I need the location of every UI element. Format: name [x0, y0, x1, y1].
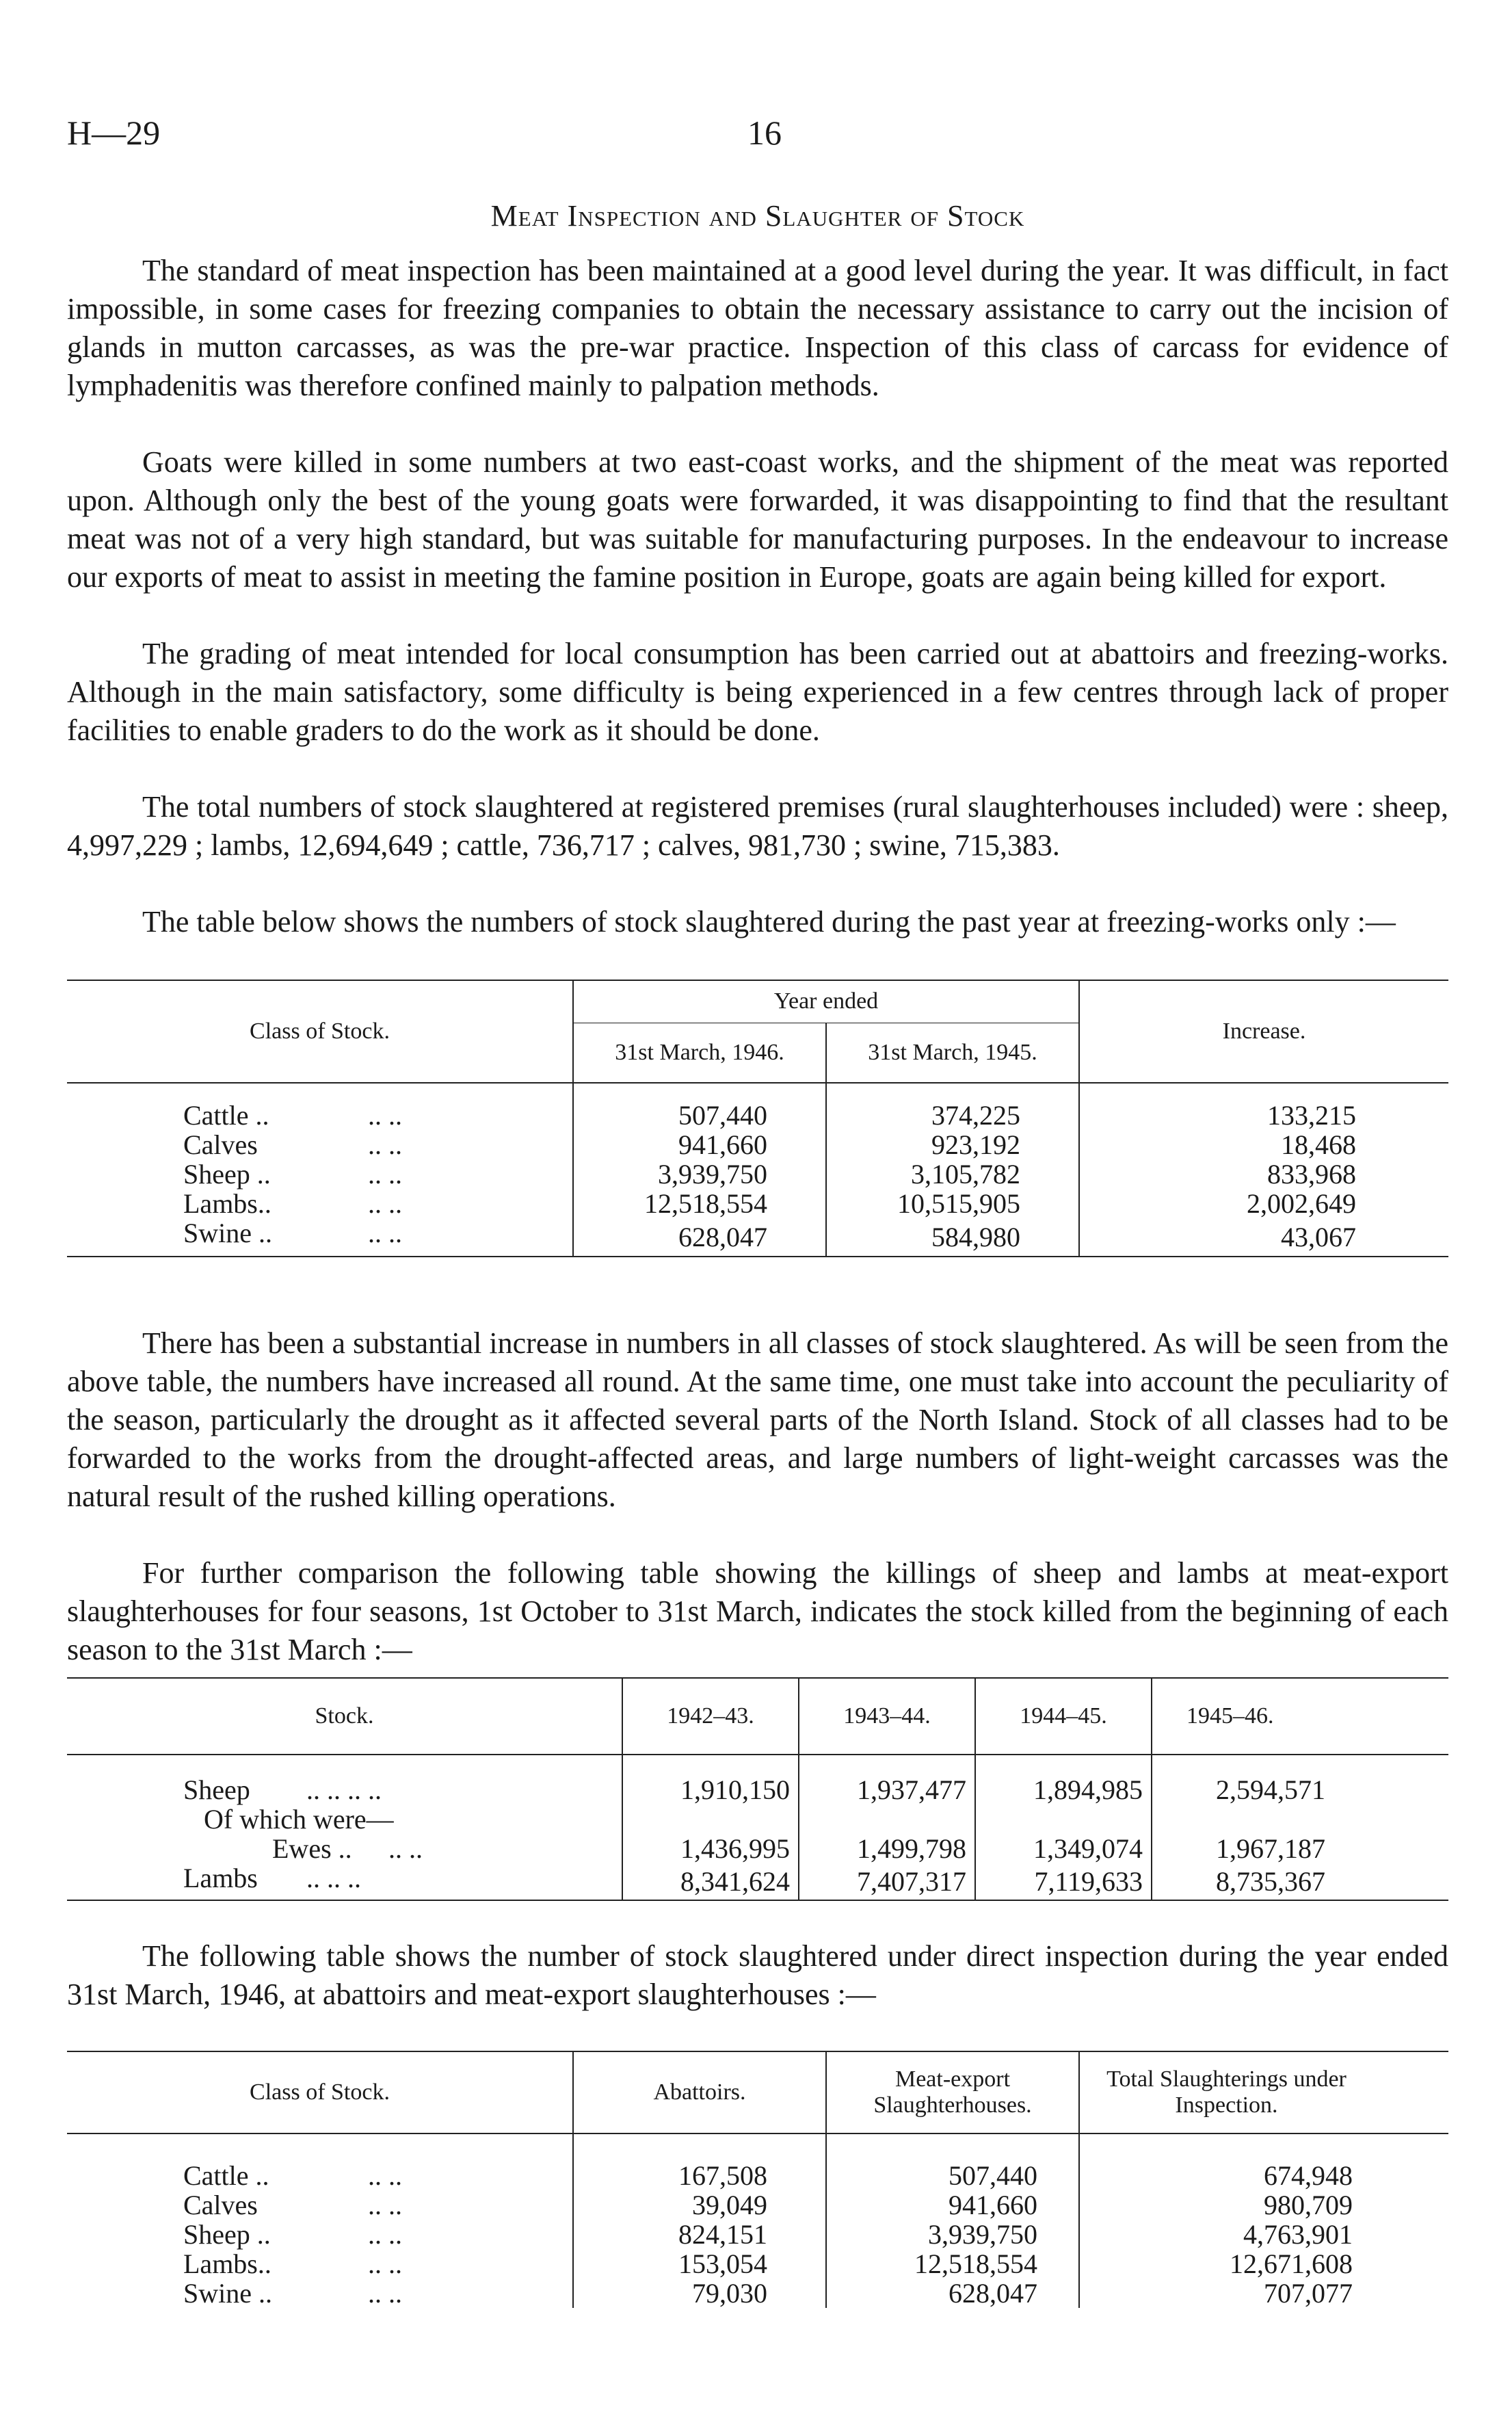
- row-label: Lambs: [183, 1863, 258, 1893]
- value-abattoirs: 153,054: [573, 2249, 826, 2279]
- value-abattoirs: 167,508: [573, 2161, 826, 2190]
- col-season: 1944–45.: [975, 1678, 1152, 1755]
- col-year-ended: Year ended: [573, 980, 1079, 1023]
- value-total: 707,077: [1079, 2279, 1448, 2308]
- leader-dots: .. ..: [368, 1159, 402, 1190]
- table-row: [67, 1863, 1448, 1900]
- value-total: 980,709: [1079, 2190, 1448, 2220]
- row-label: Cattle ..: [183, 1100, 269, 1131]
- value-1946: 507,440: [573, 1101, 826, 1130]
- value-1946: 941,660: [573, 1130, 826, 1159]
- table-row: [67, 2249, 1448, 2279]
- value-1945: 374,225: [826, 1101, 1079, 1130]
- value-increase: 133,215: [1079, 1101, 1448, 1130]
- row-label: Calves: [183, 1129, 258, 1160]
- paragraph-table-intro: The table below shows the numbers of stock slaughtered during the past year at freezing-works only :—: [142, 905, 1396, 938]
- leader-dots: .. ..: [368, 2160, 402, 2191]
- table-row: [67, 1775, 1448, 1804]
- value-1945: 10,515,905: [826, 1189, 1079, 1218]
- row-label: Lambs..: [183, 2248, 271, 2279]
- table-row: [67, 2279, 1448, 2308]
- value-1945: 923,192: [826, 1130, 1079, 1159]
- leader-dots: .. ..: [368, 2219, 402, 2250]
- document-page: [67, 0, 1448, 2429]
- leader-dots: .. ..: [388, 1833, 423, 1864]
- table-row: [67, 2161, 1448, 2190]
- row-label: Lambs..: [183, 1188, 271, 1219]
- page-number: 16: [747, 114, 782, 152]
- value-total: 12,671,608: [1079, 2249, 1448, 2279]
- table-row: [67, 1804, 1448, 1834]
- sheep-value: 2,594,571: [1152, 1775, 1448, 1804]
- ewes-value: 1,349,074: [975, 1834, 1152, 1863]
- lambs-value: 8,341,624: [622, 1863, 799, 1900]
- seasons-table: [67, 1677, 1448, 1901]
- value-meat-export: 12,518,554: [826, 2249, 1079, 2279]
- leader-dots: .. ..: [368, 1100, 402, 1131]
- sheep-value: 1,910,150: [622, 1775, 799, 1804]
- paragraph-inspection-standard: The standard of meat inspection has been maintained at a good level during the year. It was difficult, in fact impossible, in some cases for freezing companies to obtain the necessary assistance to carry out the incision of glands in mutton carcasses, as was the pre-war practice. Inspection of this class of carcass for evidence of lymphadenitis was therefore confined mainly to palpation methods.: [67, 254, 1448, 402]
- section-title: Meat Inspection and Slaughter of Stock: [490, 199, 1025, 233]
- value-increase: 833,968: [1079, 1159, 1448, 1189]
- value-meat-export: 628,047: [826, 2279, 1079, 2308]
- value-meat-export: 3,939,750: [826, 2220, 1079, 2249]
- of-which-label: Of which were—: [204, 1804, 394, 1835]
- col-total: Total Slaughterings under Inspection.: [1079, 2051, 1448, 2133]
- value-1945: 3,105,782: [826, 1159, 1079, 1189]
- value-1946: 12,518,554: [573, 1189, 826, 1218]
- value-abattoirs: 824,151: [573, 2220, 826, 2249]
- value-meat-export: 941,660: [826, 2190, 1079, 2220]
- leader-dots: .. .. .. ..: [306, 1774, 382, 1805]
- sheep-value: 1,894,985: [975, 1775, 1152, 1804]
- col-season: 1943–44.: [799, 1678, 975, 1755]
- paragraph-grading: The grading of meat intended for local consumption has been carried out at abattoirs and freezing-works. Although in the main satisfactory, some difficulty is being experienced in a few centres through lack of proper facilities to enable graders to do the work as it should be done.: [67, 637, 1448, 747]
- col-meat-export: Meat-export Slaughterhouses.: [826, 2051, 1079, 2133]
- inspection-table: [67, 2051, 1448, 2308]
- report-code: H—29: [67, 114, 161, 152]
- leader-dots: .. ..: [368, 2248, 402, 2279]
- row-label: Swine ..: [183, 2278, 272, 2309]
- col-1946: 31st March, 1946.: [573, 1023, 826, 1083]
- value-abattoirs: 39,049: [573, 2190, 826, 2220]
- value-abattoirs: 79,030: [573, 2279, 826, 2308]
- col-season: 1945–46.: [1152, 1678, 1448, 1755]
- leader-dots: .. ..: [368, 1129, 402, 1160]
- leader-dots: .. ..: [368, 2278, 402, 2309]
- col-class-of-stock: Class of Stock.: [250, 2079, 390, 2105]
- value-meat-export: 507,440: [826, 2161, 1079, 2190]
- row-label: Swine ..: [183, 1218, 272, 1248]
- freezing-works-table: [67, 980, 1448, 1257]
- value-total: 4,763,901: [1079, 2220, 1448, 2249]
- lambs-value: 8,735,367: [1152, 1863, 1448, 1900]
- value-1945: 584,980: [826, 1218, 1079, 1257]
- table-row: [67, 1834, 1448, 1863]
- lambs-value: 7,407,317: [799, 1863, 975, 1900]
- table-row: [67, 2190, 1448, 2220]
- row-label: Sheep: [183, 1774, 250, 1805]
- paragraph-further-comparison: For further comparison the following table showing the killings of sheep and lambs at meat-export slaughterhouses for four seasons, 1st October to 31st March, indicates the stock killed from the beginning of each season to the 31st March :—: [67, 1556, 1448, 1666]
- row-label: Cattle ..: [183, 2160, 269, 2191]
- leader-dots: .. ..: [368, 2190, 402, 2220]
- col-1945: 31st March, 1945.: [826, 1023, 1079, 1083]
- ewes-value: 1,499,798: [799, 1834, 975, 1863]
- col-increase: Increase.: [1079, 980, 1448, 1083]
- value-1946: 628,047: [573, 1218, 826, 1257]
- table-row: [67, 1130, 1448, 1159]
- paragraph-total-numbers: The total numbers of stock slaughtered at registered premises (rural slaughterhouses included) were : sheep, 4,997,229 ; lambs, 12,694,649 ; cattle, 736,717 ; calves, 981,730 ; swine, 715,383.: [67, 790, 1448, 862]
- value-1946: 3,939,750: [573, 1159, 826, 1189]
- paragraph-goats: Goats were killed in some numbers at two east-coast works, and the shipment of the meat was reported upon. Although only the best of the young goats were forwarded, it was disappointing to find that the resultant meat was not of a very high standard, but was suitable for manufacturing purposes. In the endeavour to increase our exports of meat to assist in meeting the famine position in Europe, goats are again being killed for export.: [67, 445, 1448, 594]
- row-label: Calves: [183, 2190, 258, 2220]
- col-stock: Stock.: [315, 1703, 374, 1729]
- ewes-value: 1,436,995: [622, 1834, 799, 1863]
- row-label: Ewes ..: [272, 1833, 352, 1864]
- table-row: [67, 2220, 1448, 2249]
- col-class-of-stock: Class of Stock.: [250, 1019, 390, 1044]
- col-abattoirs: Abattoirs.: [573, 2051, 826, 2133]
- value-increase: 43,067: [1079, 1218, 1448, 1257]
- sheep-value: 1,937,477: [799, 1775, 975, 1804]
- leader-dots: .. ..: [368, 1188, 402, 1219]
- value-increase: 18,468: [1079, 1130, 1448, 1159]
- row-label: Sheep ..: [183, 1159, 271, 1190]
- table-row: [67, 1218, 1448, 1257]
- paragraph-direct-inspection: The following table shows the number of stock slaughtered under direct inspection during the year ended 31st March, 1946, at abattoirs and meat-export slaughterhouses :—: [67, 1939, 1448, 2011]
- value-total: 674,948: [1079, 2161, 1448, 2190]
- col-season: 1942–43.: [622, 1678, 799, 1755]
- value-increase: 2,002,649: [1079, 1189, 1448, 1218]
- leader-dots: .. ..: [368, 1218, 402, 1248]
- table-row: [67, 1159, 1448, 1189]
- lambs-value: 7,119,633: [975, 1863, 1152, 1900]
- paragraph-substantial-increase: There has been a substantial increase in numbers in all classes of stock slaughtered. As will be seen from the above table, the numbers have increased all round. At the same time, one must take into account the peculiarity of the season, particularly the drought as it affected several parts of the North Island. Stock of all classes had to be forwarded to the works from the drought-affected areas, and large numbers of light-weight carcasses was the natural result of the rushed killing operations.: [67, 1326, 1448, 1513]
- table-row: [67, 1189, 1448, 1218]
- leader-dots: .. .. ..: [306, 1863, 361, 1893]
- table-row: [67, 1101, 1448, 1130]
- row-label: Sheep ..: [183, 2219, 271, 2250]
- ewes-value: 1,967,187: [1152, 1834, 1448, 1863]
